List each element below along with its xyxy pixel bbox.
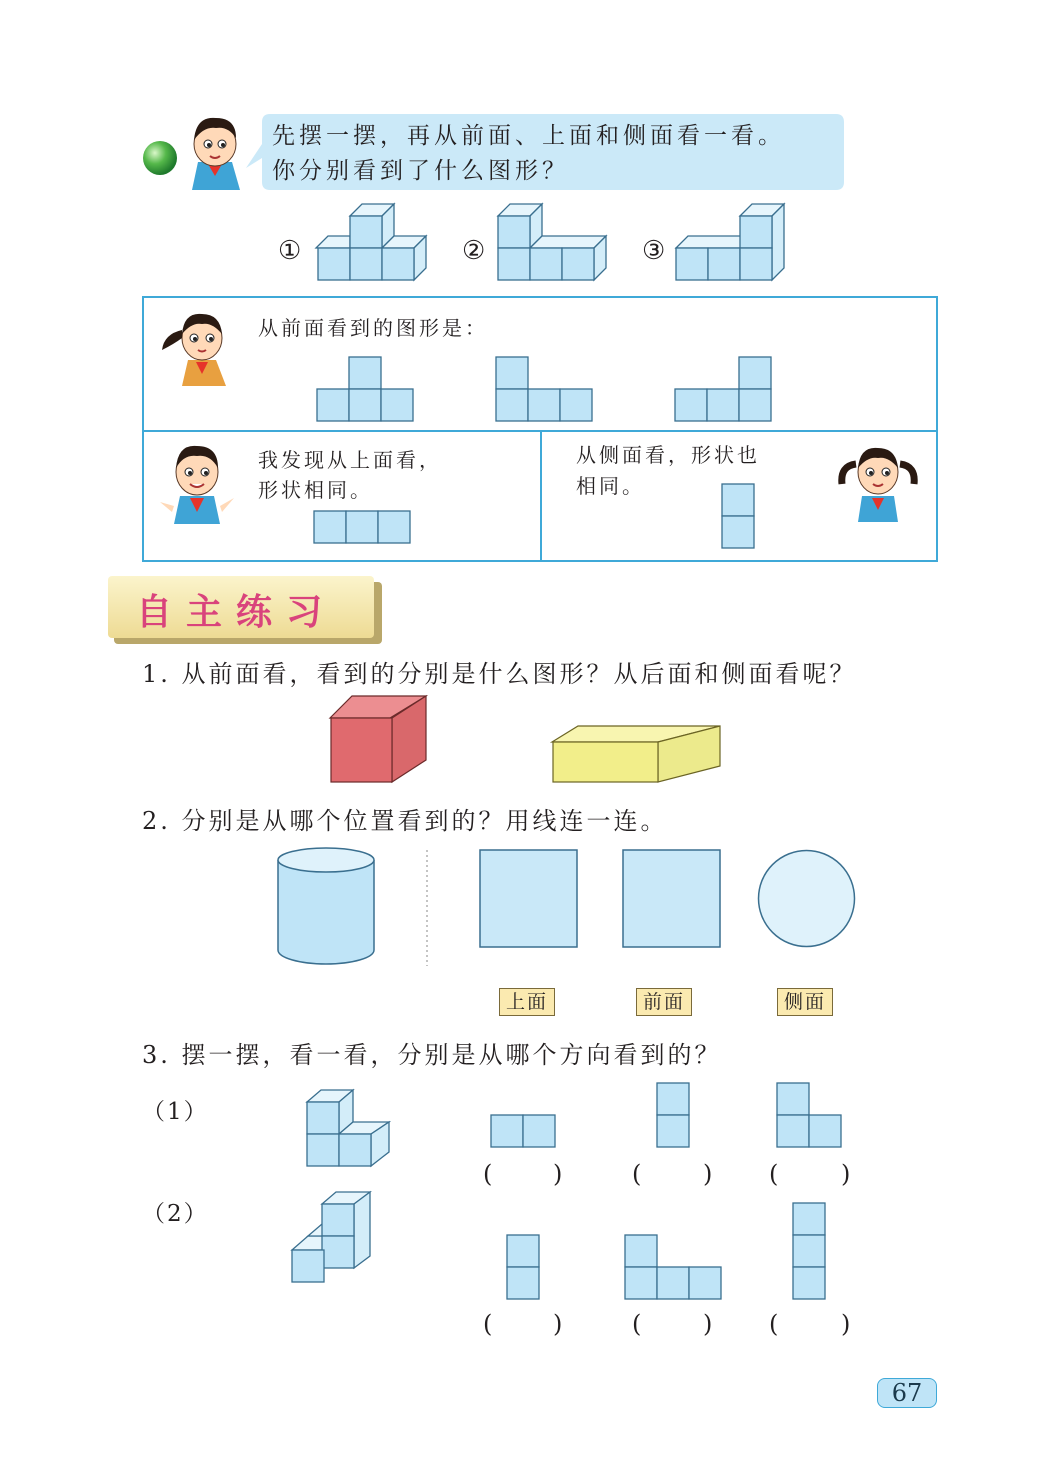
top-view-shape [314, 510, 412, 544]
answer-blank-1-3-open: ( [769, 1160, 779, 1188]
front-view-shape-3 [675, 356, 773, 422]
question-3-text: 3. 摆一摆，看一看，分别是从哪个方向看到的？ [142, 1041, 722, 1069]
front-view-shape-2 [496, 356, 594, 422]
square-shape-1 [479, 849, 579, 949]
side-view-shape [721, 483, 755, 549]
view-2-2 [624, 1234, 722, 1300]
figure-label-3: ③ [642, 236, 666, 266]
answer-blank-1-2-open: ( [632, 1160, 642, 1188]
side-panel-line-1: 从侧面看，形状也 [576, 443, 760, 467]
top-panel-line-2: 形状相同。 [258, 478, 373, 502]
boy-avatar-icon [156, 440, 238, 526]
cylinder [276, 846, 376, 970]
answer-blank-2-1-close: ) [553, 1310, 563, 1338]
page-number: 67 [891, 1379, 923, 1407]
question-1-text: 1. 从前面看，看到的分别是什么图形？从后面和侧面看呢？ [142, 660, 857, 688]
circle-shape [757, 849, 857, 949]
tag-top-view[interactable]: 上面 [499, 988, 555, 1016]
figure-label-1: ① [278, 236, 302, 266]
answer-blank-2-3-open: ( [769, 1310, 779, 1338]
answer-blank-2-1-open: ( [483, 1310, 493, 1338]
top-panel-line-1: 我发现从上面看， [258, 448, 442, 472]
question-2-text: 2. 分别是从哪个位置看到的？用线连一连。 [142, 807, 668, 835]
green-ball-icon [142, 140, 178, 176]
section-title: 自主练习 [136, 592, 337, 633]
answer-blank-2-3-close: ) [841, 1310, 851, 1338]
view-1-3 [776, 1082, 842, 1148]
answer-blank-1-2-close: ) [703, 1160, 713, 1188]
answer-blank-1-3-close: ) [841, 1160, 851, 1188]
cube-solid-2 [290, 1192, 374, 1292]
answer-blank-1-1-close: ) [553, 1160, 563, 1188]
front-panel-text: 从前面看到的图形是： [258, 316, 488, 340]
speech-line-2: 你分别看到了什么图形？ [272, 158, 569, 184]
part-1-label: （1） [142, 1099, 209, 1125]
girl-avatar-icon [836, 440, 920, 524]
front-view-shape-1 [317, 356, 415, 422]
figure-label-2: ② [462, 236, 486, 266]
answer-blank-2-2-close: ) [703, 1310, 713, 1338]
cube-figure-2 [496, 204, 612, 280]
view-2-3 [792, 1202, 826, 1300]
speech-line-1: 先摆一摆，再从前面、上面和侧面看一看。 [272, 123, 785, 149]
cube-figure-1 [316, 204, 432, 280]
tag-front-view[interactable]: 前面 [636, 988, 692, 1016]
view-1-1 [490, 1114, 556, 1148]
dashed-divider [425, 850, 429, 966]
cube-figure-3 [674, 204, 790, 280]
answer-blank-1-1-open: ( [483, 1160, 493, 1188]
red-cube [330, 696, 428, 784]
boy-avatar-icon [184, 112, 246, 192]
cube-solid-1 [305, 1088, 391, 1168]
girl-avatar-icon [160, 304, 240, 388]
yellow-box [552, 724, 722, 784]
part-2-label: （2） [142, 1201, 209, 1227]
side-panel-line-2: 相同。 [576, 474, 645, 498]
square-shape-2 [622, 849, 722, 949]
tag-side-view[interactable]: 侧面 [777, 988, 833, 1016]
view-2-1 [506, 1234, 540, 1300]
view-1-2 [656, 1082, 690, 1148]
answer-blank-2-2-open: ( [632, 1310, 642, 1338]
